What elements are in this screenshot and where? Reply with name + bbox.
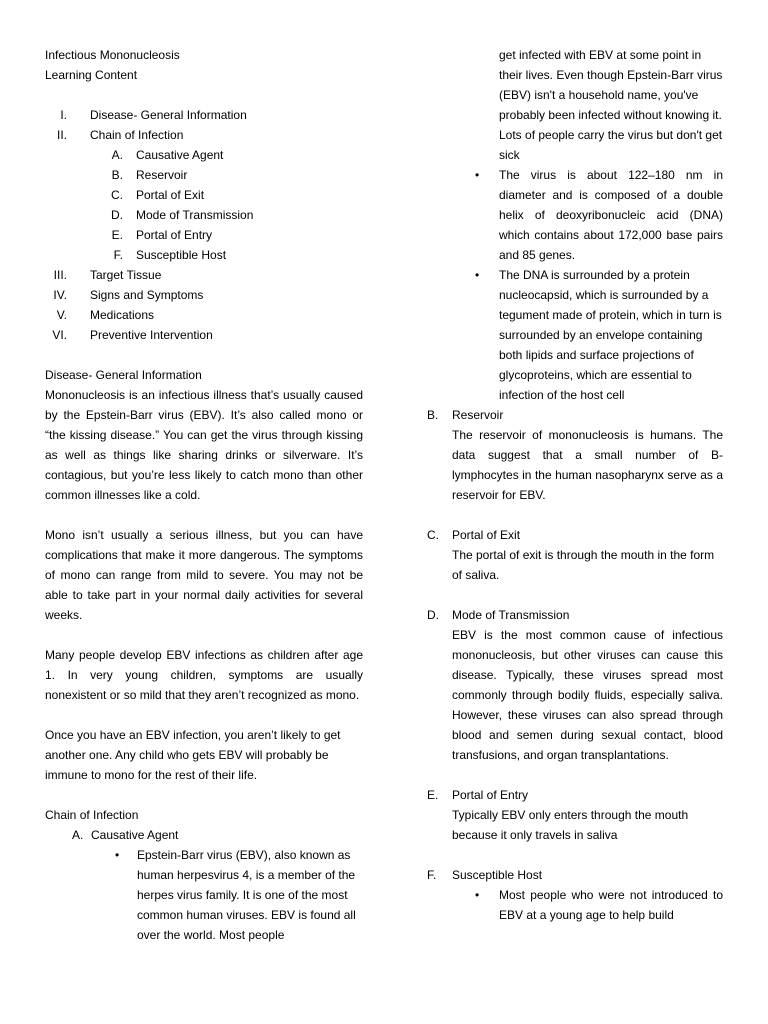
left-column: [45, 45, 363, 945]
toc-subitem: F. Susceptible Host: [113, 248, 227, 262]
bullet-icon: •: [115, 848, 120, 862]
paragraph: Mono isn’t usually a serious illness, but you can have complications that make it more dangerous. The symptoms of mono can range from mild to severe. You may not be able to take part in your normal daily activities for several weeks.: [45, 528, 363, 622]
toc-item: IV. Signs and Symptoms: [53, 288, 204, 302]
subsection-mode-of-transmission: D. Mode of Transmission: [427, 608, 570, 622]
paragraph: EBV is the most common cause of infectious mononucleosis, but other viruses can cause this disease. Typically, these viruses spread most commonly through bodily fluids, especially saliva. However, these viruses can also spread through blood and semen during sexual contact, blood transfusions, and organ transplantations.: [452, 628, 723, 762]
toc-subitem: A. Causative Agent: [111, 148, 224, 162]
toc-item: III. Target Tissue: [53, 268, 162, 282]
bullet-item: • The DNA is surrounded by a protein nucleocapsid, which is surrounded by a tegument made of protein, which in turn is surrounded by an envelope containing both lipids and surface projections of glycoproteins, which are essential to infection of the host cell: [427, 265, 723, 405]
document-subtitle: Learning Content: [45, 68, 138, 82]
toc-subitem: D. Mode of Transmission: [111, 208, 254, 222]
bullet-continuation: get infected with EBV at some point in their lives. Even though Epstein-Barr virus (EBV) isn't a household name, you've probably been infected without knowing it. Lots of people carry the virus but don't get sick: [499, 48, 723, 162]
section-heading-general: Disease- General Information: [45, 368, 202, 382]
paragraph: Once you have an EBV infection, you aren’t likely to get another one. Any child who gets EBV will probably be immune to mono for the rest of their life.: [45, 728, 341, 782]
bullet-item: • The virus is about 122–180 nm in diameter and is composed of a double helix of deoxyribonucleic acid (DNA) which contains about 172,000 base pairs and 85 genes.: [427, 165, 723, 265]
bullet-icon: •: [475, 268, 480, 282]
paragraph: Typically EBV only enters through the mouth because it only travels in saliva: [452, 808, 689, 842]
toc-item: I. Disease- General Information: [60, 108, 247, 122]
subsection-causative-agent: A. Causative Agent: [72, 828, 179, 842]
paragraph: The reservoir of mononucleosis is humans. The data suggest that a small number of B-lymphocytes in the human nasopharynx serve as a reservoir for EBV.: [452, 428, 723, 502]
section-heading-chain: Chain of Infection: [45, 808, 139, 822]
subsection-portal-of-entry: E. Portal of Entry: [427, 788, 529, 802]
bullet-icon: •: [475, 168, 480, 182]
toc-subitem: B. Reservoir: [111, 168, 188, 182]
paragraph: Many people develop EBV infections as children after age 1. In very young children, symptoms are usually nonexistent or so mild that they aren’t recognized as mono.: [45, 648, 363, 702]
subsection-susceptible-host: F. Susceptible Host: [427, 868, 543, 882]
bullet-item: • Epstein-Barr virus (EBV), also known as human herpesvirus 4, is a member of the herpes virus family. It is one of the most common human viruses. EBV is found all over the world. Most people: [45, 845, 363, 945]
toc-item: V. Medications: [56, 308, 155, 322]
toc-item: II. Chain of Infection: [56, 128, 184, 142]
bullet-item: • Most people who were not introduced to EBV at a young age to help build: [427, 885, 723, 925]
right-column: [427, 45, 723, 925]
paragraph: The portal of exit is through the mouth in the form of saliva.: [452, 548, 715, 582]
paragraph: Mononucleosis is an infectious illness that’s usually caused by the Epstein-Barr virus (EBV). It’s also called mono or “the kissing disease.” You can get the virus through kissing as well as things like sharing drinks or silverware. It’s contagious, but you’re less likely to catch mono than other common illnesses like a cold.: [45, 388, 363, 502]
subsection-portal-of-exit: C. Portal of Exit: [427, 528, 521, 542]
table-of-contents: [45, 105, 363, 345]
bullet-icon: •: [475, 888, 480, 902]
subsection-reservoir: B. Reservoir: [427, 408, 504, 422]
toc-subitem: E. Portal of Entry: [111, 228, 213, 242]
document-title: Infectious Mononucleosis: [45, 48, 180, 62]
toc-subitem: C. Portal of Exit: [111, 188, 205, 202]
toc-item: VI. Preventive Intervention: [52, 328, 213, 342]
